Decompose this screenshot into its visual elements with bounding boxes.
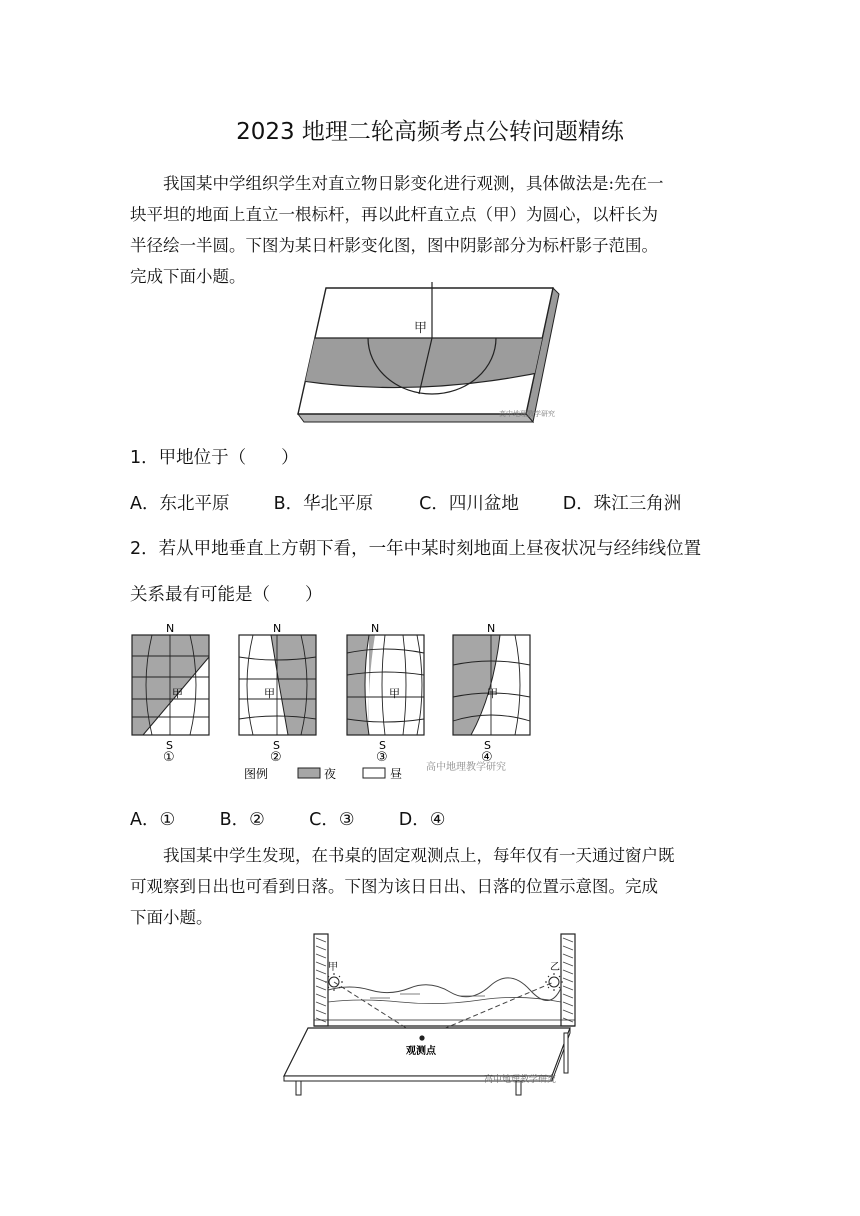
- intro-line: 完成下面小题。: [130, 267, 246, 286]
- intro-line: 可观察到日出也可看到日落。下图为该日日出、日落的位置示意图。完成: [130, 877, 658, 896]
- intro-line: 块平坦的地面上直立一根标杆，再以此杆直立点（甲）为圆心，以杆长为: [130, 205, 658, 224]
- panel-north-label: N: [166, 622, 175, 635]
- panel-point-label: 甲: [389, 687, 400, 700]
- panel-north-label: N: [487, 622, 496, 635]
- point-jia-label: 甲: [414, 321, 428, 336]
- panel-number: ②: [270, 750, 282, 765]
- panel-1: [132, 622, 209, 765]
- watermark: 高中地理教学研究: [426, 762, 506, 773]
- observation-point: [419, 1035, 424, 1040]
- panel-point-label: 甲: [172, 687, 183, 700]
- q2-option-b[interactable]: B．②: [219, 810, 265, 830]
- q2-option-a[interactable]: A．①: [130, 810, 176, 830]
- legend-night-swatch: [298, 768, 320, 778]
- daynight-panels-figure: [128, 618, 538, 788]
- panel-south-label: S: [166, 739, 173, 752]
- sun-sunset-icon: [545, 973, 563, 991]
- panel-south-label: S: [379, 739, 386, 752]
- panel-north-label: N: [371, 622, 380, 635]
- desk-leg-back: [564, 1033, 568, 1073]
- question-2-options: [130, 806, 445, 831]
- intro-line: 我国某中学生发现，在书桌的固定观测点上，每年仅有一天通过窗户既: [130, 846, 675, 865]
- pole-shadow-figure: [295, 280, 565, 425]
- q1-option-c[interactable]: C．四川盆地: [419, 494, 519, 514]
- q1-option-b[interactable]: B．华北平原: [273, 494, 374, 514]
- intro-paragraph-1: [130, 168, 730, 292]
- panel-point-label: 甲: [264, 687, 275, 700]
- label-jia: 甲: [328, 962, 338, 973]
- q2-option-c[interactable]: C．③: [309, 810, 355, 830]
- watermark: 高中地理教学研究: [499, 410, 555, 418]
- question-1-stem: 1．甲地位于（ ）: [130, 448, 299, 468]
- q1-option-d[interactable]: D．珠江三角洲: [562, 494, 682, 514]
- legend: [244, 766, 402, 781]
- question-1-options: [130, 490, 681, 515]
- panel-point-label: 甲: [487, 687, 498, 700]
- panel-number: ①: [163, 750, 175, 765]
- observation-point-label: 观测点: [406, 1046, 436, 1057]
- q1-option-a[interactable]: A．东北平原: [130, 494, 230, 514]
- panel-4: [453, 622, 530, 765]
- question-2-stem-line-1: 2．若从甲地垂直上方朝下看，一年中某时刻地面上昼夜状况与经纬线位置: [130, 539, 702, 559]
- panel-north-label: N: [273, 622, 282, 635]
- page-title: 2023 地理二轮高频考点公转问题精练: [236, 119, 624, 145]
- panel-2: [239, 622, 316, 765]
- question-2-stem-line-2: 关系最有可能是（ ）: [130, 585, 323, 605]
- label-yi: 乙: [550, 962, 560, 973]
- desk-leg-left: [296, 1081, 301, 1095]
- q2-option-d[interactable]: D．④: [398, 810, 446, 830]
- panel-number: ④: [481, 750, 493, 765]
- panel-3: [347, 622, 424, 765]
- watermark: 高中地理教学研究: [484, 1075, 557, 1085]
- panel-south-label: S: [484, 739, 491, 752]
- intro-paragraph-2: [130, 840, 730, 933]
- intro-line: 半径绘一半圆。下图为某日杆影变化图，图中阴影部分为标杆影子范围。: [130, 236, 658, 255]
- horizon-terrain: [328, 978, 561, 1001]
- intro-line: 我国某中学组织学生对直立物日影变化进行观测，具体做法是:先在一: [130, 174, 664, 193]
- legend-night-label: 夜: [324, 767, 337, 781]
- plate-front: [298, 414, 533, 422]
- panel-number: ③: [376, 750, 388, 765]
- sunrise-sunset-figure: [280, 928, 580, 1096]
- legend-day-swatch: [363, 768, 385, 778]
- intro-line: 下面小题。: [130, 908, 213, 927]
- legend-day-label: 昼: [390, 767, 403, 781]
- panel-south-label: S: [273, 739, 280, 752]
- legend-title: 图例: [244, 767, 269, 781]
